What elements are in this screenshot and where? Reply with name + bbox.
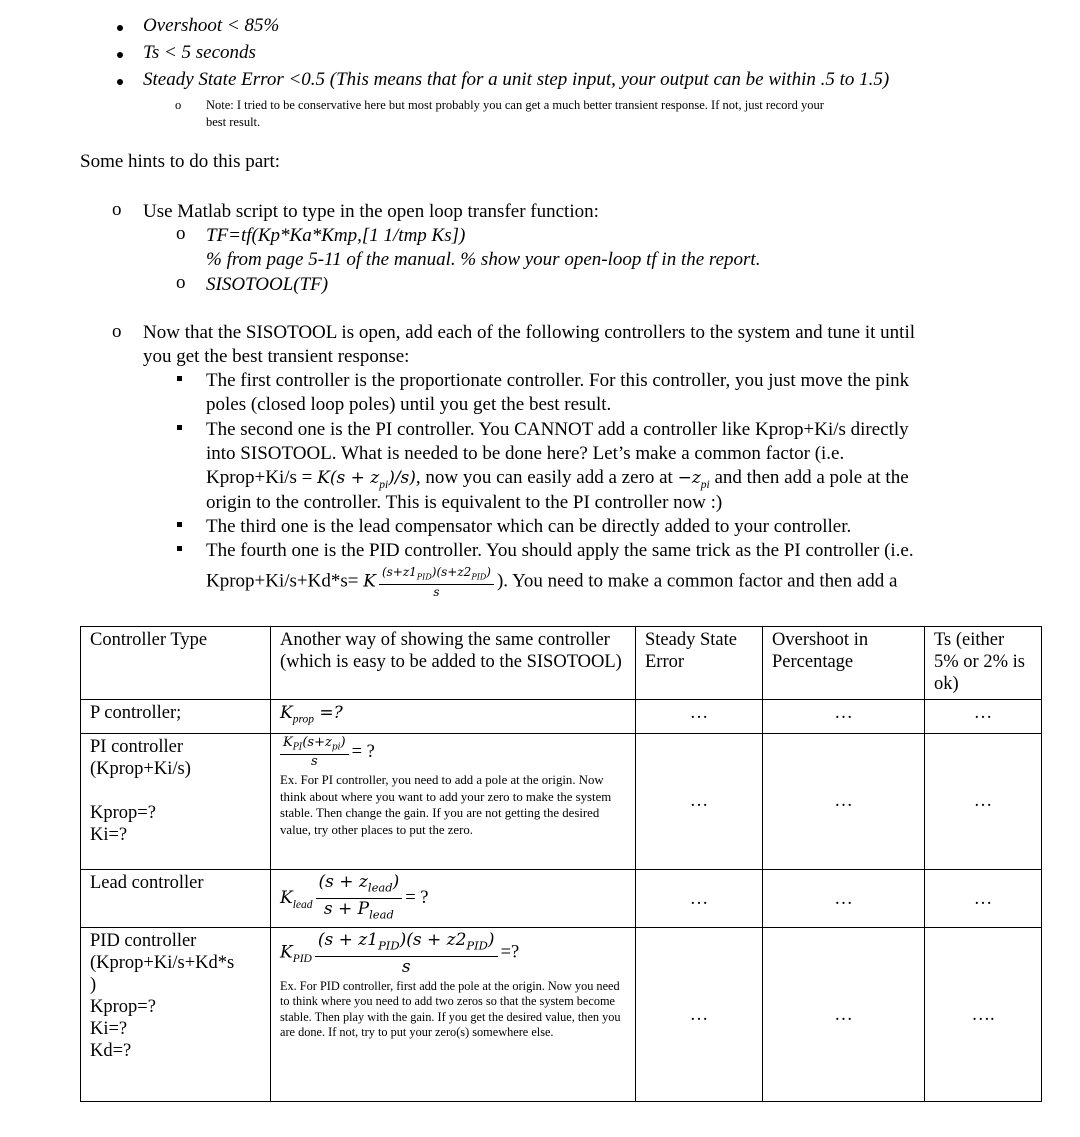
code-marker: o — [176, 223, 186, 244]
square-bullet — [177, 522, 182, 527]
step2-line-2: you get the best transient response: — [143, 346, 410, 367]
pi-ts-cell: … — [925, 733, 1042, 869]
lead-type: Lead controller — [81, 869, 271, 928]
pid-overshoot-cell: … — [763, 928, 925, 1102]
controller-table — [80, 626, 1042, 1102]
note-line-2: best result. — [206, 115, 261, 129]
square-bullet — [177, 376, 182, 381]
p-type: P controller; — [81, 700, 271, 734]
step1-code: TF=tf(Kp*Ka*Kmp,[1 1/tmp Ks]) — [206, 225, 466, 246]
c1-line-2: poles (closed loop poles) until you get the best result. — [206, 394, 612, 415]
square-bullet — [177, 546, 182, 551]
bullet-dot — [117, 79, 123, 85]
bullet-ts: Ts < 5 seconds — [143, 42, 256, 63]
pi-expression: $\frac{K_{PI}(s+z_{pi})}{s}$ = ? Ex. For PI controller, you need to add a pole at the origin. Now think about where you want to add your zero to make the system stable. Then change the gain. If you are not getting the desired value, try other places to put the zero. — [271, 733, 636, 869]
pid-sse-cell: … — [636, 928, 763, 1102]
bullet-dot — [117, 52, 123, 58]
pi-type: PI controller (Kprop+Ki/s) Kprop=? Ki=? — [81, 733, 271, 869]
p-sse-cell: … — [636, 700, 763, 734]
c4-line-2: Kprop+Ki/s+Kd*s= K $\frac{(s+z1_{PID})(s+z2_{PID})}{s}$ ). You need to make a common factor and then add a — [206, 565, 898, 600]
step1-comment: % from page 5-11 of the manual. % show your open-loop tf in the report. — [206, 249, 761, 270]
c3-line-1: The third one is the lead compensator which can be directly added to your controller. — [206, 516, 852, 537]
note-marker: o — [175, 98, 182, 112]
square-bullet — [177, 425, 182, 430]
header-overshoot: Overshoot in Percentage — [763, 627, 925, 700]
pi-overshoot-cell: … — [763, 733, 925, 869]
bullet-dot — [117, 25, 123, 31]
pid-type: PID controller (Kprop+Ki/s+Kd*s ) Kprop=? Ki=? Kd=? — [81, 928, 271, 1102]
header-alt-form: Another way of showing the same controller (which is easy to be added to the SISOTOOL) — [271, 627, 636, 700]
header-controller-type: Controller Type — [81, 627, 271, 700]
step2-line-1: Now that the SISOTOOL is open, add each of the following controllers to the system and tune it until — [143, 322, 916, 343]
step1-text: Use Matlab script to type in the open loop transfer function: — [143, 201, 599, 222]
lead-sse-cell: … — [636, 869, 763, 928]
code-marker: o — [176, 272, 186, 293]
c2-line-3: Kprop+Ki/s = $K(s + z_{pi})/s$), now you can easily add a zero at $-z_{pi}$ and then add a pole at the — [206, 467, 909, 491]
step-marker: o — [112, 321, 122, 342]
pid-expression: $K_{PID}$ $\frac{(s + z1_{PID})(s + z2_{PID})}{s}$ =? Ex. For PID controller, first add the pole at the origin. Now you need to think where you need to add two zeros so that the system become stable. Then play with the gain. If you get the desired value, then you are done. If not, try to put your zero(s) somewhere else. — [271, 928, 636, 1102]
header-sse: Steady State Error — [636, 627, 763, 700]
pi-sse-cell: … — [636, 733, 763, 869]
bullet-overshoot: Overshoot < 85% — [143, 15, 280, 36]
step1-code2: SISOTOOL(TF) — [206, 274, 329, 295]
c4-line-1: The fourth one is the PID controller. You should apply the same trick as the PI controller (i.e. — [206, 540, 914, 561]
step-marker: o — [112, 199, 122, 220]
c1-line-1: The first controller is the proportionate controller. For this controller, you just move the pink — [206, 370, 910, 391]
p-overshoot-cell: … — [763, 700, 925, 734]
lead-expression: $K_{lead}$ $\frac{(s + z_{lead})}{s + P_{lead}}$ = ? — [271, 869, 636, 928]
pid-ts-cell: …. — [925, 928, 1042, 1102]
c2-line-2: into SISOTOOL. What is needed to be done here? Let’s make a common factor (i.e. — [206, 443, 845, 464]
lead-overshoot-cell: … — [763, 869, 925, 928]
bullet-sse: Steady State Error <0.5 (This means that for a unit step input, your output can be within .5 to 1.5) — [143, 69, 890, 90]
hints-heading: Some hints to do this part: — [80, 151, 281, 172]
p-expression: $K_{prop}$ =? — [271, 700, 636, 734]
p-ts-cell: … — [925, 700, 1042, 734]
header-ts: Ts (either 5% or 2% is ok) — [925, 627, 1042, 700]
note-line-1: Note: I tried to be conservative here but most probably you can get a much better transient response. If not, just record your — [206, 98, 824, 112]
lead-ts-cell: … — [925, 869, 1042, 928]
c2-line-1: The second one is the PI controller. You CANNOT add a controller like Kprop+Ki/s directly — [206, 419, 909, 440]
c2-line-4: origin to the controller. This is equivalent to the PI controller now :) — [206, 492, 723, 513]
